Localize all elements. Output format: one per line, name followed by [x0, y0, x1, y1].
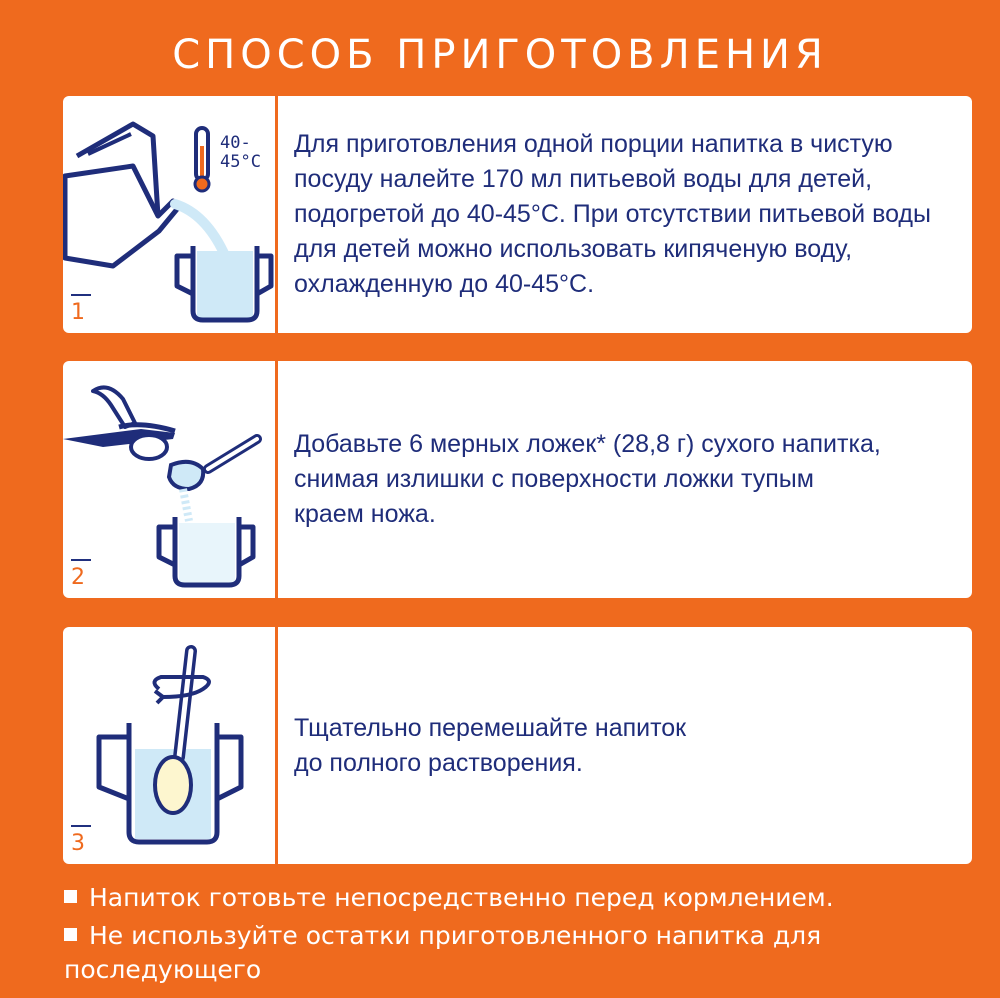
step-1-instruction: Для приготовления одной порции напитка в чистую посуду налейте 170 мл питьевой воды для детей, подогретой до 40-45°С. При отсутствии питьевой воды для детей можно использовать кипяченую воду, охлажденную до 40-45°С. — [294, 130, 931, 298]
note-text: Напиток готовьте непосредственно перед кормлением. — [89, 883, 834, 912]
step-2-instruction: Добавьте 6 мерных ложек* (28,8 г) сухого напитка, снимая излишки с поверхности ложки тупым краем ножа. — [294, 430, 881, 528]
step-number: 2 — [71, 559, 91, 590]
stirring-spoon-icon — [63, 627, 275, 864]
step-1-illustration — [63, 96, 278, 333]
step-3-illustration — [63, 627, 278, 864]
step-2-illustration — [63, 361, 278, 598]
step-card-1 — [63, 96, 972, 333]
kettle-pouring-icon — [63, 96, 275, 333]
step-card-2 — [63, 361, 972, 598]
bullet-square-icon — [64, 928, 77, 941]
bullet-square-icon — [64, 890, 77, 903]
note-2 — [64, 919, 1000, 987]
step-number: 3 — [71, 825, 91, 856]
step-3-instruction: Тщательно перемешайте напиток до полного растворения. — [294, 713, 687, 777]
step-number: 1 — [71, 294, 91, 325]
scoop-and-knife-icon — [63, 361, 275, 598]
note-1 — [64, 881, 834, 915]
thermometer-label: 40- 45°С — [220, 133, 261, 172]
page-title: СПОСОБ ПРИГОТОВЛЕНИЯ — [172, 32, 828, 78]
note-text: Не используйте остатки приготовленного напитка для последующего — [64, 921, 822, 984]
step-card-3 — [63, 627, 972, 864]
